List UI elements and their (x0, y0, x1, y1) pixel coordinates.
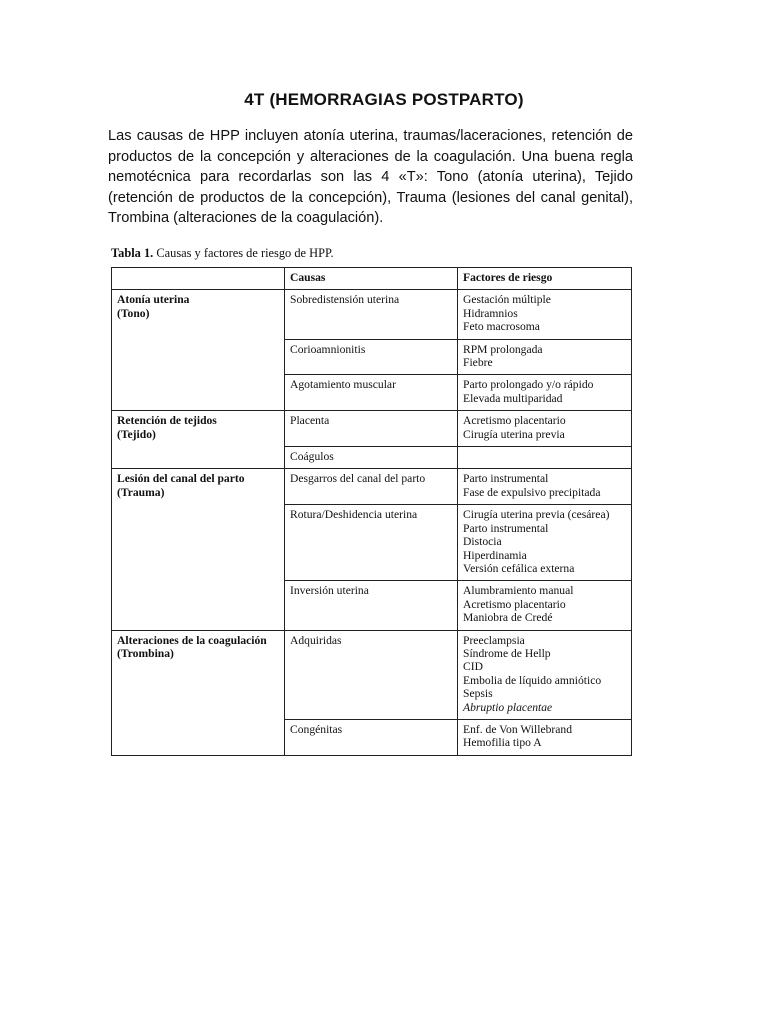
risk-table (111, 267, 632, 756)
risk-factors-cell (458, 290, 632, 339)
risk-factor-item: Gestación múltiple (463, 293, 551, 307)
risk-factor-item: Hiperdinamia (463, 548, 527, 562)
risk-factor-item: Síndrome de Hellp (463, 646, 551, 660)
table-caption (111, 246, 334, 261)
risk-factor-item: Feto macrosoma (463, 320, 540, 334)
table-header-cell (112, 268, 285, 290)
risk-factors-cell (458, 411, 632, 447)
cause-cell: Placenta (285, 411, 458, 447)
table-header-cell: Factores de riesgo (458, 268, 632, 290)
table-header-row (112, 268, 632, 290)
risk-factors-cell (458, 581, 632, 630)
group-label-cell (112, 411, 285, 469)
cause-cell: Coágulos (285, 447, 458, 469)
table-row (112, 411, 632, 447)
table-row (112, 290, 632, 339)
risk-factors-cell (458, 375, 632, 411)
group-label-line: (Tejido) (117, 427, 156, 441)
risk-factor-item: Hemofilia tipo A (463, 736, 542, 750)
risk-factors-cell (458, 505, 632, 581)
risk-factors-cell (458, 719, 632, 755)
group-label-cell (112, 290, 285, 411)
risk-factor-item: Maniobra de Credé (463, 611, 553, 625)
table-header-cell: Causas (285, 268, 458, 290)
risk-factor-item: Cirugía uterina previa (463, 427, 565, 441)
risk-factor-item: CID (463, 660, 483, 674)
risk-factor-item: Preeclampsia (463, 633, 525, 647)
table-caption-text: Causas y factores de riesgo de HPP. (156, 246, 334, 260)
cause-cell: Adquiridas (285, 630, 458, 719)
group-label-cell (112, 469, 285, 630)
risk-factor-item: Distocia (463, 535, 502, 549)
risk-factor-item: Embolia de líquido amniótico (463, 673, 602, 687)
table-row (112, 630, 632, 719)
cause-cell: Sobredistensión uterina (285, 290, 458, 339)
risk-factors-cell (458, 469, 632, 505)
group-label-line: Retención de tejidos (117, 414, 217, 428)
risk-factor-item: Enf. de Von Willebrand (463, 722, 573, 736)
risk-factor-item: Fiebre (463, 356, 493, 370)
table-caption-label: Tabla 1. (111, 246, 154, 260)
group-label-line: Alteraciones de la coagulación (117, 633, 267, 647)
risk-factor-item: Fase de expulsivo precipitada (463, 485, 601, 499)
risk-table-body (112, 268, 632, 756)
risk-factor-item: Abruptio placentae (463, 700, 553, 714)
risk-factor-item: Versión cefálica externa (463, 561, 575, 575)
risk-factor-item: Hidramnios (463, 306, 518, 320)
risk-factor-item: Sepsis (463, 687, 493, 701)
risk-factor-item: Acretismo placentario (463, 597, 566, 611)
risk-factor-item: Parto prolongado y/o rápido (463, 378, 594, 392)
cause-cell: Agotamiento muscular (285, 375, 458, 411)
group-label-line: (Trauma) (117, 485, 165, 499)
risk-factor-item: RPM prolongada (463, 342, 543, 356)
group-label-line: (Tono) (117, 306, 150, 320)
risk-factors-cell (458, 447, 632, 469)
risk-factor-item: Parto instrumental (463, 472, 549, 486)
risk-factor-item: Acretismo placentario (463, 414, 566, 428)
page-title: 4T (HEMORRAGIAS POSTPARTO) (244, 90, 524, 109)
cause-cell: Corioamnionitis (285, 339, 458, 375)
risk-factor-item: Cirugía uterina previa (cesárea) (463, 508, 610, 522)
risk-factor-item: Parto instrumental (463, 521, 549, 535)
risk-factors-cell (458, 630, 632, 719)
risk-factor-item: Elevada multiparidad (463, 391, 563, 405)
cause-cell: Congénitas (285, 719, 458, 755)
table-row (112, 469, 632, 505)
group-label-line: (Trombina) (117, 646, 174, 660)
risk-factors-cell (458, 339, 632, 375)
cause-cell: Desgarros del canal del parto (285, 469, 458, 505)
intro-paragraph: Las causas de HPP incluyen atonía uterina, traumas/laceraciones, retención de productos de la concepción y alteraciones de la coagulación. Una buena regla nemotécnica para recordarlas son las 4 «T»: Tono (atonía uterina), Tejido (retención de productos de la concepción), Trauma (lesiones del canal genital), Trombina (alteraciones de la coagulación). (108, 128, 633, 227)
cause-cell: Inversión uterina (285, 581, 458, 630)
cause-cell: Rotura/Deshidencia uterina (285, 505, 458, 581)
group-label-line: Atonía uterina (117, 293, 190, 307)
risk-factor-item: Alumbramiento manual (463, 584, 574, 598)
group-label-line: Lesión del canal del parto (117, 472, 245, 486)
group-label-cell (112, 630, 285, 755)
